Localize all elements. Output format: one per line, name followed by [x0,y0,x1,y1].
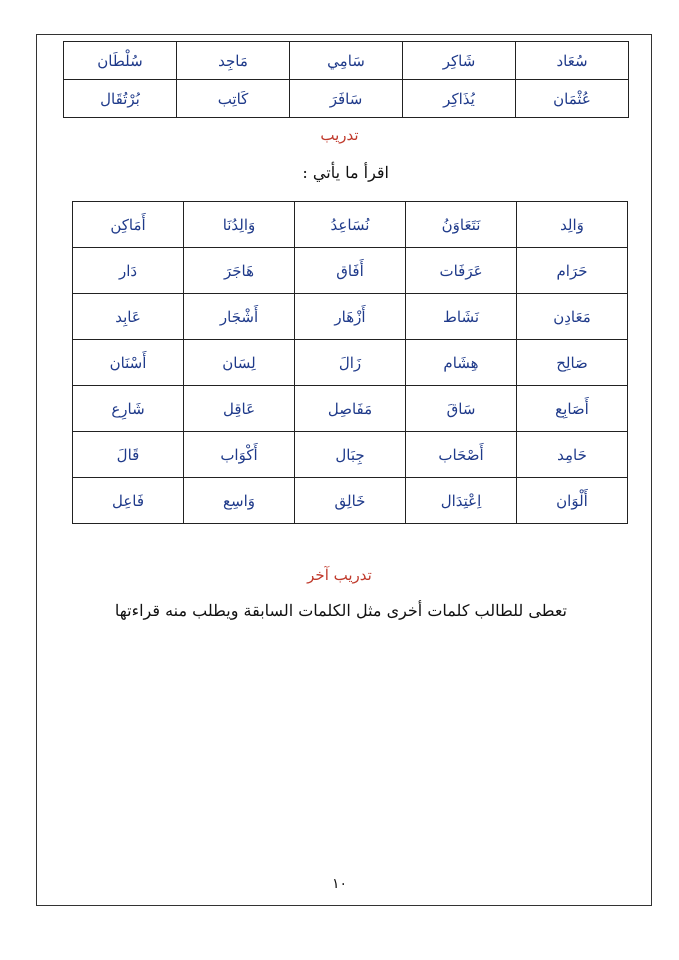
word-cell: أَمَاكِن [73,202,184,248]
another-exercise-text: تعطى للطالب كلمات أخرى مثل الكلمات السابقة ويطلب منه قراءتها [114,601,567,620]
word-cell: مَعَادِن [517,294,628,340]
word-cell: عُثْمَان [516,80,629,118]
word-cell: سُعَاد [516,42,629,80]
word-cell: وَاسِع [184,478,295,524]
word-cell: نَتَعَاوَنُ [406,202,517,248]
word-cell: أَصْحَاب [406,432,517,478]
word-cell: اِعْتِدَال [406,478,517,524]
top-word-table [63,41,629,118]
word-cell: وَالِد [517,202,628,248]
word-cell: بُرْتُقَال [64,80,177,118]
word-cell: جِبَال [295,432,406,478]
word-cell: سَاقَ [406,386,517,432]
word-cell: قَالَ [73,432,184,478]
word-cell: زَالَ [295,340,406,386]
page-number: ١٠ [331,876,348,892]
word-cell: سَامِي [290,42,403,80]
word-cell: خَالِق [295,478,406,524]
word-cell: أَكْوَاب [184,432,295,478]
word-cell: دَار [73,248,184,294]
word-cell: أَزْهَار [295,294,406,340]
word-cell: مَاجِد [177,42,290,80]
word-cell: أَصَابِع [517,386,628,432]
table-row [73,294,628,340]
word-cell: عَاقِل [184,386,295,432]
word-cell: سُلْطَان [64,42,177,80]
word-cell: حَرَام [517,248,628,294]
table-row [64,42,629,80]
table-row [73,432,628,478]
word-cell: سَافَرَ [290,80,403,118]
word-cell: مَفَاصِل [295,386,406,432]
word-cell: عَابِد [73,294,184,340]
table-row [73,248,628,294]
word-cell: نَشَاط [406,294,517,340]
table-row [73,386,628,432]
word-cell: لِسَان [184,340,295,386]
word-cell: أَسْنَان [73,340,184,386]
exercise-title: تدريب [320,126,359,144]
main-word-table [72,201,628,524]
word-cell: فَاعِل [73,478,184,524]
word-cell: أَشْجَار [184,294,295,340]
word-cell: وَالِدُنَا [184,202,295,248]
table-row [73,202,628,248]
word-cell: نُسَاعِدُ [295,202,406,248]
another-exercise-title: تدريب آخر [307,566,372,584]
word-cell: هَاجَرَ [184,248,295,294]
word-cell: هِشَام [406,340,517,386]
table-row [73,340,628,386]
word-cell: كَاتِب [177,80,290,118]
word-cell: شَاكِر [403,42,516,80]
word-cell: صَالِح [517,340,628,386]
exercise-instruction: اقرأ ما يأتي : [302,163,389,182]
word-cell: حَامِد [517,432,628,478]
word-cell: شَارِع [73,386,184,432]
word-cell: أَلْوَان [517,478,628,524]
table-row [73,478,628,524]
table-row [64,80,629,118]
word-cell: عَرَفَات [406,248,517,294]
word-cell: أَفَاق [295,248,406,294]
word-cell: يُذَاكِر [403,80,516,118]
